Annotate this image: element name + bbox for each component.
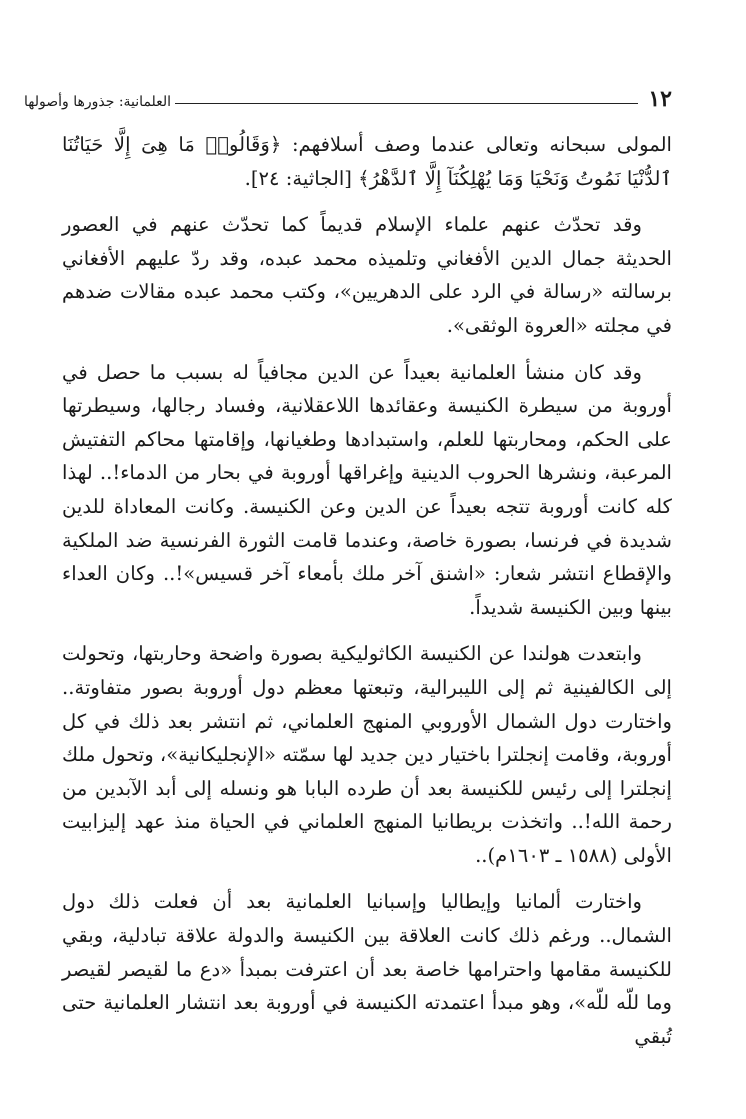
page-header	[24, 80, 672, 110]
paragraph: واختارت ألمانيا وإيطاليا وإسبانيا العلمانية بعد أن فعلت ذلك دول الشمال.. ورغم ذلك كانت العلاقة بين الكنيسة والدولة علاقة تبادلية، وبقي للكنيسة مقامها واحترامها خاصة بعد أن اعترفت بمبدأ «دع ما لقيصر لقيصر وما للّه للّه»، وهو مبدأ اعتمدته الكنيسة في أوروبة بعد انتشار العلمانية حتى تُبقي	[62, 890, 672, 1048]
paragraph: المولى سبحانه وتعالى عندما وصف أسلافهم: ﴿وَقَالُوا۟ مَا هِىَ إِلَّا حَيَاتُنَا ٱلدُّنْيَا نَمُوتُ وَنَحْيَا وَمَا يُهْلِكُنَآ إِلَّا ٱلدَّهْرُ﴾ [الجاثية: ٢٤].	[62, 133, 672, 190]
paragraph: وقد تحدّث عنهم علماء الإسلام قديماً كما تحدّث عنهم في العصور الحديثة جمال الدين الأفغاني وتلميذه محمد عبده، وقد ردّ عليهم الأفغاني برسالته «رسالة في الرد على الدهريين»، وكتب محمد عبده مقالات ضدهم في مجلته «العروة الوثقى».	[62, 213, 672, 337]
running-title: العلمانية: جذورها وأصولها	[24, 94, 172, 110]
body-text	[62, 128, 672, 1066]
header-rule	[175, 103, 638, 104]
paragraph: وابتعدت هولندا عن الكنيسة الكاثوليكية بصورة واضحة وحاربتها، وتحولت إلى الكالفينية ثم إلى الليبرالية، وتبعتها معظم دول أوروبة بصور متفاوتة.. واختارت دول الشمال الأوروبي المنهج العلماني، ثم انتشر بعد ذلك في كل أوروبة، وقامت إنجلترا باختيار دين جديد لها سمّته «الإنجليكانية»، وتحول ملك إنجلترا إلى رئيس للكنيسة بعد أن طرده البابا هو ونسله إلى أبد الآبدين من رحمة الله!.. واتخذت بريطانيا المنهج العلماني في الحياة منذ عهد إليزابيت الأولى (١٥٨٨ ـ ١٦٠٣م)..	[62, 642, 672, 867]
page-number: ١٢	[648, 86, 672, 112]
paragraph: وقد كان منشأ العلمانية بعيداً عن الدين مجافياً له بسبب ما حصل في أوروبة من سيطرة الكنيسة وعقائدها اللاعقلانية، وفساد رجالها، وسيطرتها على الحكم، ومحاربتها للعلم، واستبدادها وطغيانها، وإقامتها محاكم التفتيش المرعبة، ونشرها الحروب الدينية وإغراقها أوروبة في بحار من الدماء!.. لهذا كله كانت أوروبة تتجه بعيداً عن الدين وعن الكنيسة. وكانت المعاداة للدين شديدة في فرنسا، بصورة خاصة، وعندما قامت الثورة الفرنسية ضد الملكية والإقطاع انتشر شعار: «اشنق آخر ملك بأمعاء آخر قسيس»!.. وكان العداء بينها وبين الكنيسة شديداً.	[62, 360, 672, 619]
